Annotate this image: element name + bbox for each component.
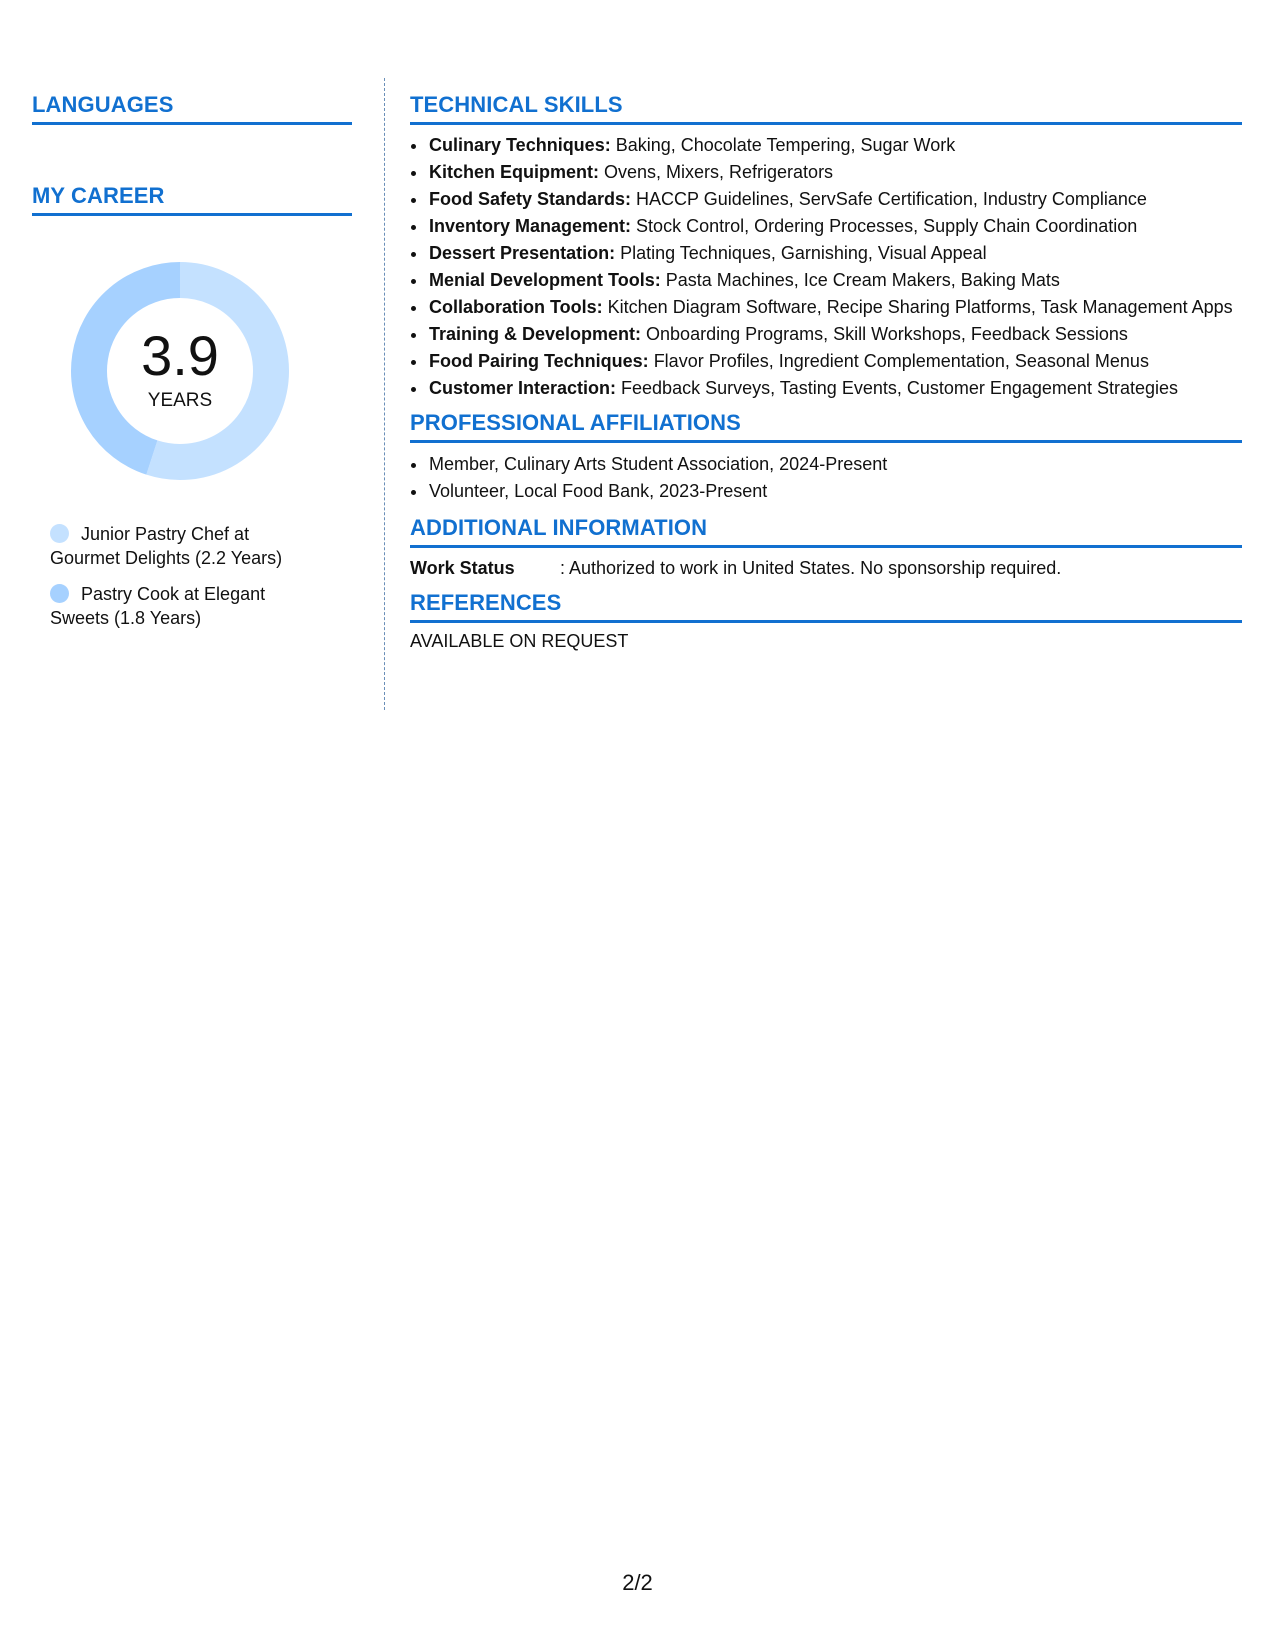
skill-label: Training & Development: <box>429 324 642 344</box>
list-item <box>428 376 1242 400</box>
list-item <box>428 187 1242 211</box>
list-item <box>428 133 1242 157</box>
skill-text: Kitchen Diagram Software, Recipe Sharing Platforms, Task Management Apps <box>602 297 1233 317</box>
skill-text: Stock Control, Ordering Processes, Supply Chain Coordination <box>631 216 1138 236</box>
list-item <box>428 295 1242 319</box>
skill-label: Culinary Techniques: <box>429 135 611 155</box>
skill-label: Dessert Presentation: <box>429 243 616 263</box>
skill-text: Plating Techniques, Garnishing, Visual Appeal <box>615 243 987 263</box>
career-heading: MY CAREER <box>32 183 352 216</box>
column-divider <box>384 78 385 710</box>
legend-item <box>50 522 310 570</box>
list-item <box>428 349 1242 373</box>
skill-text: Flavor Profiles, Ingredient Complementation, Seasonal Menus <box>648 351 1149 371</box>
skill-text: Onboarding Programs, Skill Workshops, Feedback Sessions <box>641 324 1128 344</box>
skill-text: Feedback Surveys, Tasting Events, Customer Engagement Strategies <box>616 378 1178 398</box>
skill-text: Ovens, Mixers, Refrigerators <box>599 162 834 182</box>
affiliations-heading: PROFESSIONAL AFFILIATIONS <box>410 410 1242 443</box>
career-legend <box>50 522 310 630</box>
list-item <box>428 214 1242 238</box>
skill-text: HACCP Guidelines, ServSafe Certification, Industry Compliance <box>631 189 1147 209</box>
skill-label: Kitchen Equipment: <box>429 162 599 182</box>
legend-dot-icon <box>50 584 69 603</box>
work-status-row <box>410 556 1242 580</box>
skill-label: Customer Interaction: <box>429 378 617 398</box>
list-item: • Member, Culinary Arts Student Association, 2024-Present <box>428 451 1242 478</box>
legend-item <box>50 582 310 630</box>
affiliations-list <box>410 451 1242 505</box>
list-item <box>428 268 1242 292</box>
skill-text: Baking, Chocolate Tempering, Sugar Work <box>610 135 956 155</box>
skill-label: Menial Development Tools: <box>429 270 661 290</box>
right-column <box>410 92 1242 652</box>
page-number: 2/2 <box>622 1570 653 1595</box>
work-status-label: Work Status <box>410 558 515 578</box>
skill-label: Collaboration Tools: <box>429 297 603 317</box>
skill-label: Food Pairing Techniques: <box>429 351 649 371</box>
list-item <box>428 241 1242 265</box>
list-item <box>428 160 1242 184</box>
legend-item-text: Junior Pastry Chef at Gourmet Delights (2.2 Years) <box>50 524 283 568</box>
list-item <box>428 322 1242 346</box>
technical-skills-list <box>410 133 1242 400</box>
references-text: AVAILABLE ON REQUEST <box>410 631 629 651</box>
legend-item-text: Pastry Cook at Elegant Sweets (1.8 Years) <box>50 584 266 628</box>
references-heading: REFERENCES <box>410 590 1242 623</box>
skill-text: Pasta Machines, Ice Cream Makers, Baking Mats <box>660 270 1060 290</box>
languages-heading: LANGUAGES <box>32 92 352 125</box>
work-status-value: : Authorized to work in United States. No sponsorship required. <box>560 558 1062 578</box>
career-years-value: 3.9 <box>141 324 219 387</box>
list-item: • Volunteer, Local Food Bank, 2023-Present <box>428 478 1242 505</box>
career-years-unit: YEARS <box>147 390 213 411</box>
skill-label: Inventory Management: <box>429 216 632 236</box>
technical-skills-heading: TECHNICAL SKILLS <box>410 92 1242 125</box>
donut-center <box>65 256 295 486</box>
skill-label: Food Safety Standards: <box>429 189 632 209</box>
additional-info-heading: ADDITIONAL INFORMATION <box>410 515 1242 548</box>
career-donut-chart <box>65 256 295 486</box>
legend-dot-icon <box>50 524 69 543</box>
left-column <box>32 92 352 642</box>
